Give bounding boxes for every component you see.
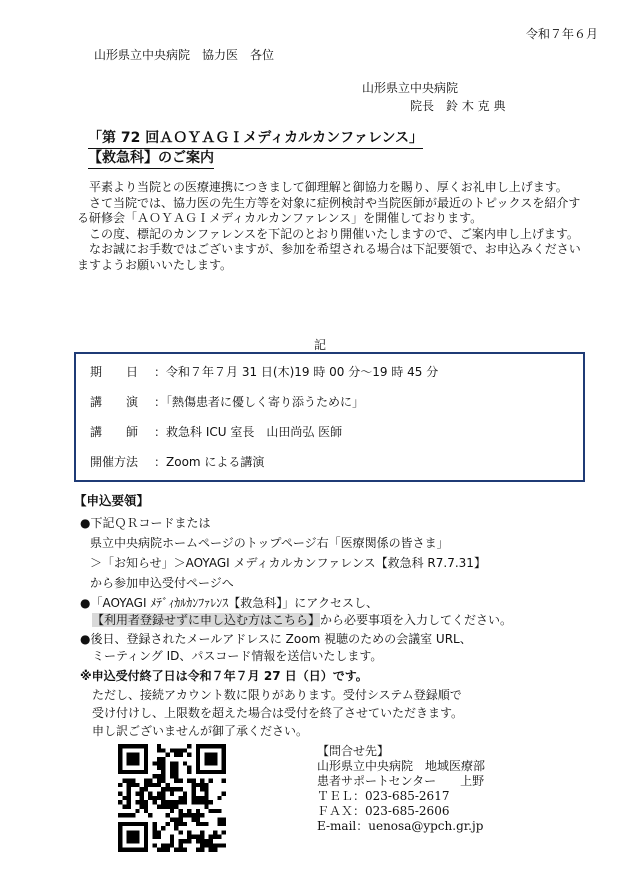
qr-code-icon[interactable]: [118, 744, 226, 852]
application-item-1: ●下記ＱＲコードまたは: [80, 516, 211, 530]
detail-row-lecture: [90, 393, 364, 410]
ki-heading: 記: [313, 338, 326, 352]
application-item-2: ●「AOYAGI ﾒﾃﾞｨｶﾙｶﾝﾌｧﾚﾝｽ【救急科】」にアクセスし、: [80, 596, 378, 610]
detail-label: 講 師: [90, 425, 139, 439]
detail-value: ：救急科 ICU 室長 山田尚弘 医師: [154, 425, 343, 439]
application-item-3: ●後日、登録されたメールアドレスに Zoom 視聴のための会議室 URL、: [80, 632, 472, 646]
title-line-1: 「第 72 回ＡＯＹＡＧＩメディカルカンファレンス」: [88, 129, 423, 149]
body-paragraph: この度、標記のカンファレンスを下記のとおり開催いたしますので、ご案内申し上げます。: [89, 226, 579, 241]
body-paragraph: なお誠にお手数ではございますが、参加を希望される場合は下記要領で、お申込みくださいますようお願いいたします。: [77, 242, 581, 272]
application-heading: 【申込要領】: [74, 493, 150, 508]
title-line-2: 【救急科】のご案内: [88, 149, 214, 169]
contact-organization: 山形県立中央病院 地域医療部: [317, 759, 486, 773]
detail-label: 開催方法: [90, 455, 139, 469]
body-text: [77, 180, 587, 273]
application-item-1-path: ＞「お知らせ」＞AOYAGI メディカルカンファレンス【救急科 R7.7.31】: [90, 556, 486, 570]
application-item-2-rest: から必要事項を入力してください。: [320, 613, 513, 627]
addressee: 山形県立中央病院 協力医 各位: [94, 48, 275, 62]
document-date: 令和７年６月: [525, 27, 598, 41]
contact-fax: ＦＡＸ：023-685-2606: [317, 804, 450, 818]
contact-email[interactable]: E-mail：uenosa@ypch.gr.jp: [317, 819, 484, 833]
application-note: ただし、接続アカウント数に限りがあります。受付システム登録順で: [92, 688, 462, 702]
contact-tel: ＴＥＬ：023-685-2617: [317, 789, 450, 803]
detail-row-method: [90, 453, 264, 470]
register-link-highlight[interactable]: 【利用者登録せずに申し込む方はこちら】: [92, 613, 321, 627]
detail-row-date: [90, 363, 438, 380]
application-note: 申し訳ございませんが御了承ください。: [92, 724, 309, 738]
application-item-2-detail: [92, 611, 512, 628]
sender-organization: 山形県立中央病院: [362, 81, 459, 95]
contact-heading: 【問合せ先】: [317, 744, 390, 758]
application-item-1-tail: から参加申込受付ページへ: [90, 576, 234, 590]
detail-label: 期 日: [90, 365, 139, 379]
detail-row-speaker: [90, 423, 342, 440]
contact-info: [317, 744, 485, 834]
sender-name: 院長 鈴 木 克 典: [410, 99, 506, 113]
event-details-box: [74, 352, 585, 482]
document-title: [88, 129, 423, 169]
application-item-1-path: 県立中央病院ホームページのトップページ右「医療関係の皆さま」: [90, 536, 449, 550]
detail-value: ：令和７年７月 31 日(木)19 時 00 分～19 時 45 分: [154, 365, 439, 379]
body-paragraph: 平素より当院との医療連携につきまして御理解と御協力を賜り、厚くお礼申し上げます。: [89, 180, 568, 194]
application-deadline: ※申込受付終了日は令和７年７月 27 日（日）です。: [80, 669, 368, 683]
body-paragraph: さて当院では、協力医の先生方等を対象に症例検討や当院医師が最近のトピックスを紹介する研修会「ＡＯＹＡＧＩメディカルカンファレンス」を開催しております。: [77, 195, 581, 225]
application-note: 受け付けし、上限数を超えた場合は受付を終了させていただきます。: [92, 706, 464, 720]
detail-value: ：「熱傷患者に優しく寄り添うために」: [154, 395, 365, 409]
application-item-3-detail: ミーティング ID、パスコード情報を送信いたします。: [92, 649, 383, 663]
contact-department: 患者サポートセンター 上野: [317, 774, 485, 788]
detail-value: ：Zoom による講演: [154, 455, 265, 469]
detail-label: 講 演: [90, 395, 139, 409]
